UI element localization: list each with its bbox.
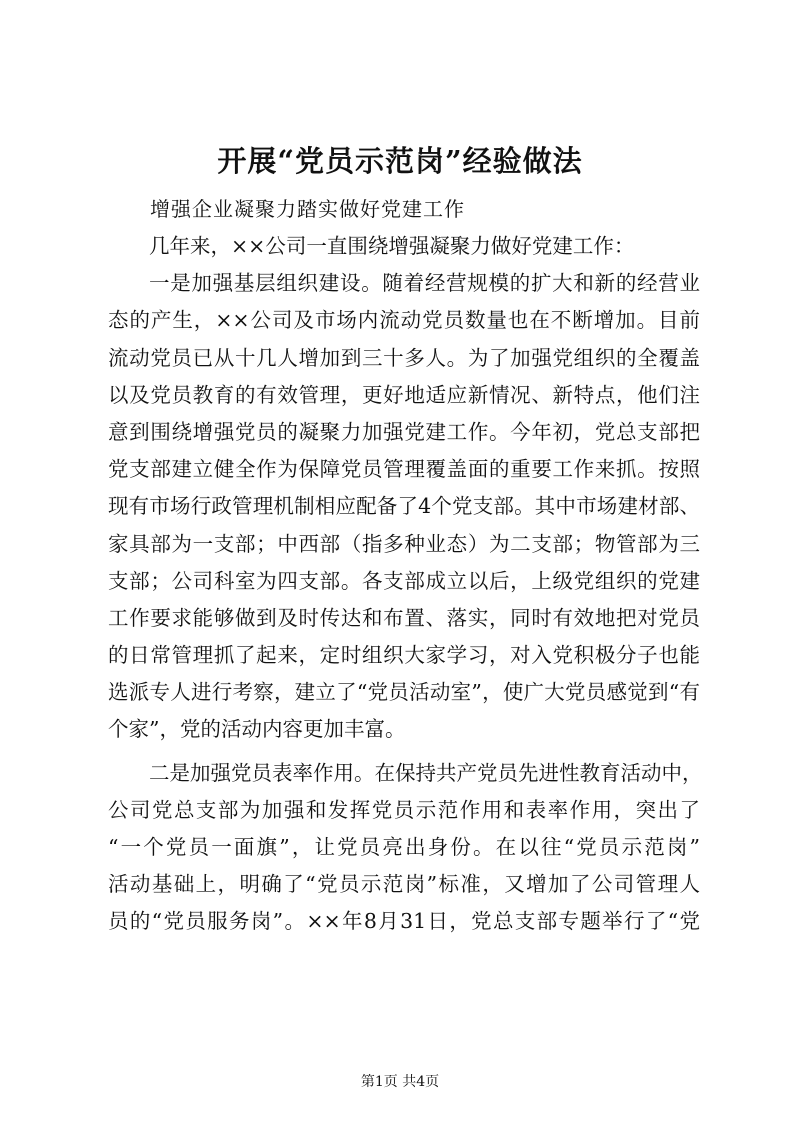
paragraph-line: 选派专人进行考察，建立了“党员活动室”，使广大党员感觉到“有 <box>108 680 700 705</box>
paragraph-line: 现有市场行政管理机制相应配备了4个党支部。其中市场建材部、 <box>108 494 700 519</box>
paragraph-line: 以及党员教育的有效管理，更好地适应新情况、新特点，他们注 <box>108 382 700 407</box>
paragraph-line: 工作要求能够做到及时传达和布置、落实，同时有效地把对党员 <box>108 605 700 630</box>
paragraph-line: 员的“党员服务岗”。××年8月31日，党总支部专题举行了“党 <box>108 909 700 934</box>
document-subtitle: 增强企业凝聚力踏实做好党建工作 <box>150 197 465 221</box>
paragraph-line: 一是加强基层组织建设。随着经营规模的扩大和新的经营业 <box>149 271 700 296</box>
paragraph-line: 公司党总支部为加强和发挥党员示范作用和表率作用，突出了 <box>108 797 700 822</box>
paragraph-line: 流动党员已从十几人增加到三十多人。为了加强党组织的全覆盖 <box>108 345 700 370</box>
paragraph-line: 党支部建立健全作为保障党员管理覆盖面的重要工作来抓。按照 <box>108 457 700 482</box>
paragraph-line: 个家”，党的活动内容更加丰富。 <box>108 717 406 742</box>
paragraph-line: “一个党员一面旗”，让党员亮出身份。在以往“党员示范岗” <box>108 835 700 859</box>
paragraph-line: 意到围绕增强党员的凝聚力加强党建工作。今年初，党总支部把 <box>108 419 700 444</box>
paragraph-line: 的日常管理抓了起来，定时组织大家学习，对入党积极分子也能 <box>108 643 700 668</box>
paragraph-line: 活动基础上，明确了“党员示范岗”标准，又增加了公司管理人 <box>108 872 700 897</box>
paragraph-line: 家具部为一支部；中西部（指多种业态）为二支部；物管部为三 <box>108 531 700 556</box>
document-title: 开展“党员示范岗”经验做法 <box>217 144 583 178</box>
paragraph-line: 支部；公司科室为四支部。各支部成立以后，上级党组织的党建 <box>108 568 700 593</box>
paragraph-line: 态的产生，××公司及市场内流动党员数量也在不断增加。目前 <box>108 308 700 333</box>
page-number-footer: 第1页 共4页 <box>360 1074 440 1090</box>
document-body <box>108 228 703 941</box>
paragraph-line: 二是加强党员表率作用。在保持共产党员先进性教育活动中， <box>149 760 703 785</box>
paragraph-line: 几年来，××公司一直围绕增强凝聚力做好党建工作： <box>149 234 635 258</box>
